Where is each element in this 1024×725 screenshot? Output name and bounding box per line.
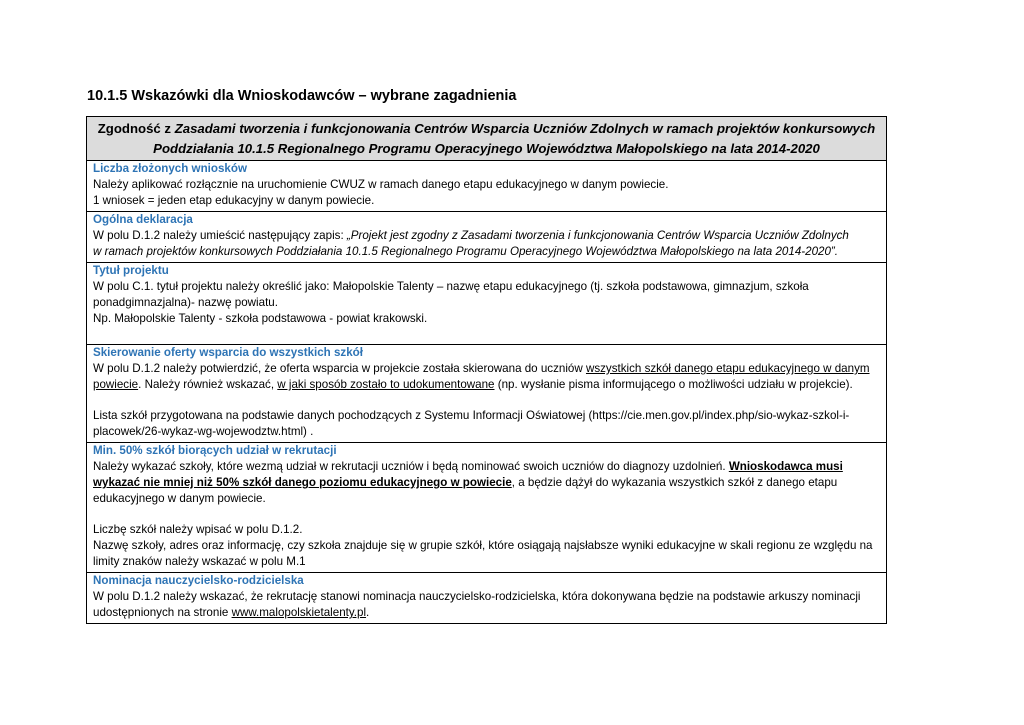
table-header-line-2: Poddziałania 10.1.5 Regionalnego Programu Operacyjnego Województwa Małopolskiego na lata 2014-2020 [153, 141, 820, 156]
section-text: limity znaków należy wskazać w polu M.1 [93, 555, 306, 568]
section-text: W polu D.1.2 należy potwierdzić, że oferta wsparcia w projekcie została skierowana do uczniów wszystkich szkół danego etapu edukacyjnego w danym [93, 362, 870, 375]
page-heading: 10.1.5 Wskazówki dla Wnioskodawców – wybrane zagadnienia [87, 88, 517, 104]
section-text: Należy wykazać szkoły, które wezmą udział w rekrutacji uczniów i będą nominować swoich uczniów do diagnozy uzdolnień. Wnioskodawca musi [93, 460, 843, 473]
section-title: Nominacja nauczycielsko-rodzicielska [93, 574, 304, 587]
section-text: W polu C.1. tytuł projektu należy określić jako: Małopolskie Talenty – nazwę etapu edukacyjnego (tj. szkoła podstawowa, gimnazjum, szkoła [93, 280, 809, 293]
section-text: wykazać nie mniej niż 50% szkół danego poziomu edukacyjnego w powiecie, a będzie dążył do wykazania wszystkich szkół z danego etapu [93, 476, 838, 489]
section-text: ponadgimnazjalna)- nazwę powiatu. [93, 296, 278, 309]
section-nomination [87, 573, 886, 623]
section-title: Min. 50% szkół biorących udział w rekrutacji [93, 444, 337, 457]
section-offer-all-schools [87, 345, 886, 443]
section-text: Należy aplikować rozłącznie na uruchomienie CWUZ w ramach danego etapu edukacyjnego w danym powiecie. [93, 178, 669, 191]
section-text: Lista szkół przygotowana na podstawie danych pochodzących z Systemu Informacji Oświatowej (https://cie.men.gov.pl/index.php/sio-wykaz-szkol-i- [93, 409, 850, 422]
section-text: Np. Małopolskie Talenty - szkoła podstawowa - powiat krakowski. [93, 312, 428, 325]
section-title: Ogólna deklaracja [93, 213, 193, 226]
guidelines-table [86, 116, 887, 624]
section-text: placowek/26-wykaz-wg-wojewodztw.html) . [93, 425, 314, 438]
section-text: Nazwę szkoły, adres oraz informację, czy szkoła znajduje się w grupie szkół, które osiągają najsłabsze wyniki edukacyjne w skali regionu ze względu na [93, 539, 873, 552]
section-project-title [87, 263, 886, 345]
section-text: W polu D.1.2 należy umieścić następujący zapis: „Projekt jest zgodny z Zasadami tworzenia i funkcjonowania Centrów Wsparcia Uczniów Zdolnych [93, 229, 849, 242]
section-text: Liczbę szkół należy wpisać w polu D.1.2. [93, 523, 303, 536]
section-text: udostępnionych na stronie www.malopolskietalenty.pl. [93, 606, 370, 619]
section-text: w ramach projektów konkursowych Poddziałania 10.1.5 Regionalnego Programu Operacyjnego Województwa Małopolskiego na lata 2014-2020”. [93, 245, 839, 258]
section-title: Liczba złożonych wniosków [93, 162, 247, 175]
section-text: edukacyjnego w danym powiecie. [93, 492, 266, 505]
section-application-count [87, 161, 886, 212]
section-title: Skierowanie oferty wsparcia do wszystkich szkół [93, 346, 363, 359]
table-header [87, 117, 886, 161]
website-link[interactable]: www.malopolskietalenty.pl [231, 606, 367, 619]
section-text: powiecie. Należy również wskazać, w jaki sposób zostało to udokumentowane (np. wysłanie pisma informującego o możliwości udziału w projekcie). [93, 378, 853, 391]
section-title: Tytuł projektu [93, 264, 169, 277]
table-header-line-1: Zgodność z Zasadami tworzenia i funkcjonowania Centrów Wsparcia Uczniów Zdolnych w ramach projektów konkursowych [97, 121, 876, 136]
section-text: W polu D.1.2 należy wskazać, że rekrutację stanowi nominacja nauczycielsko-rodzicielska, która dokonywana będzie na podstawie arkuszy nominacji [93, 590, 861, 603]
section-text: 1 wniosek = jeden etap edukacyjny w danym powiecie. [93, 194, 375, 207]
section-min-50-percent [87, 443, 886, 573]
section-general-declaration [87, 212, 886, 263]
